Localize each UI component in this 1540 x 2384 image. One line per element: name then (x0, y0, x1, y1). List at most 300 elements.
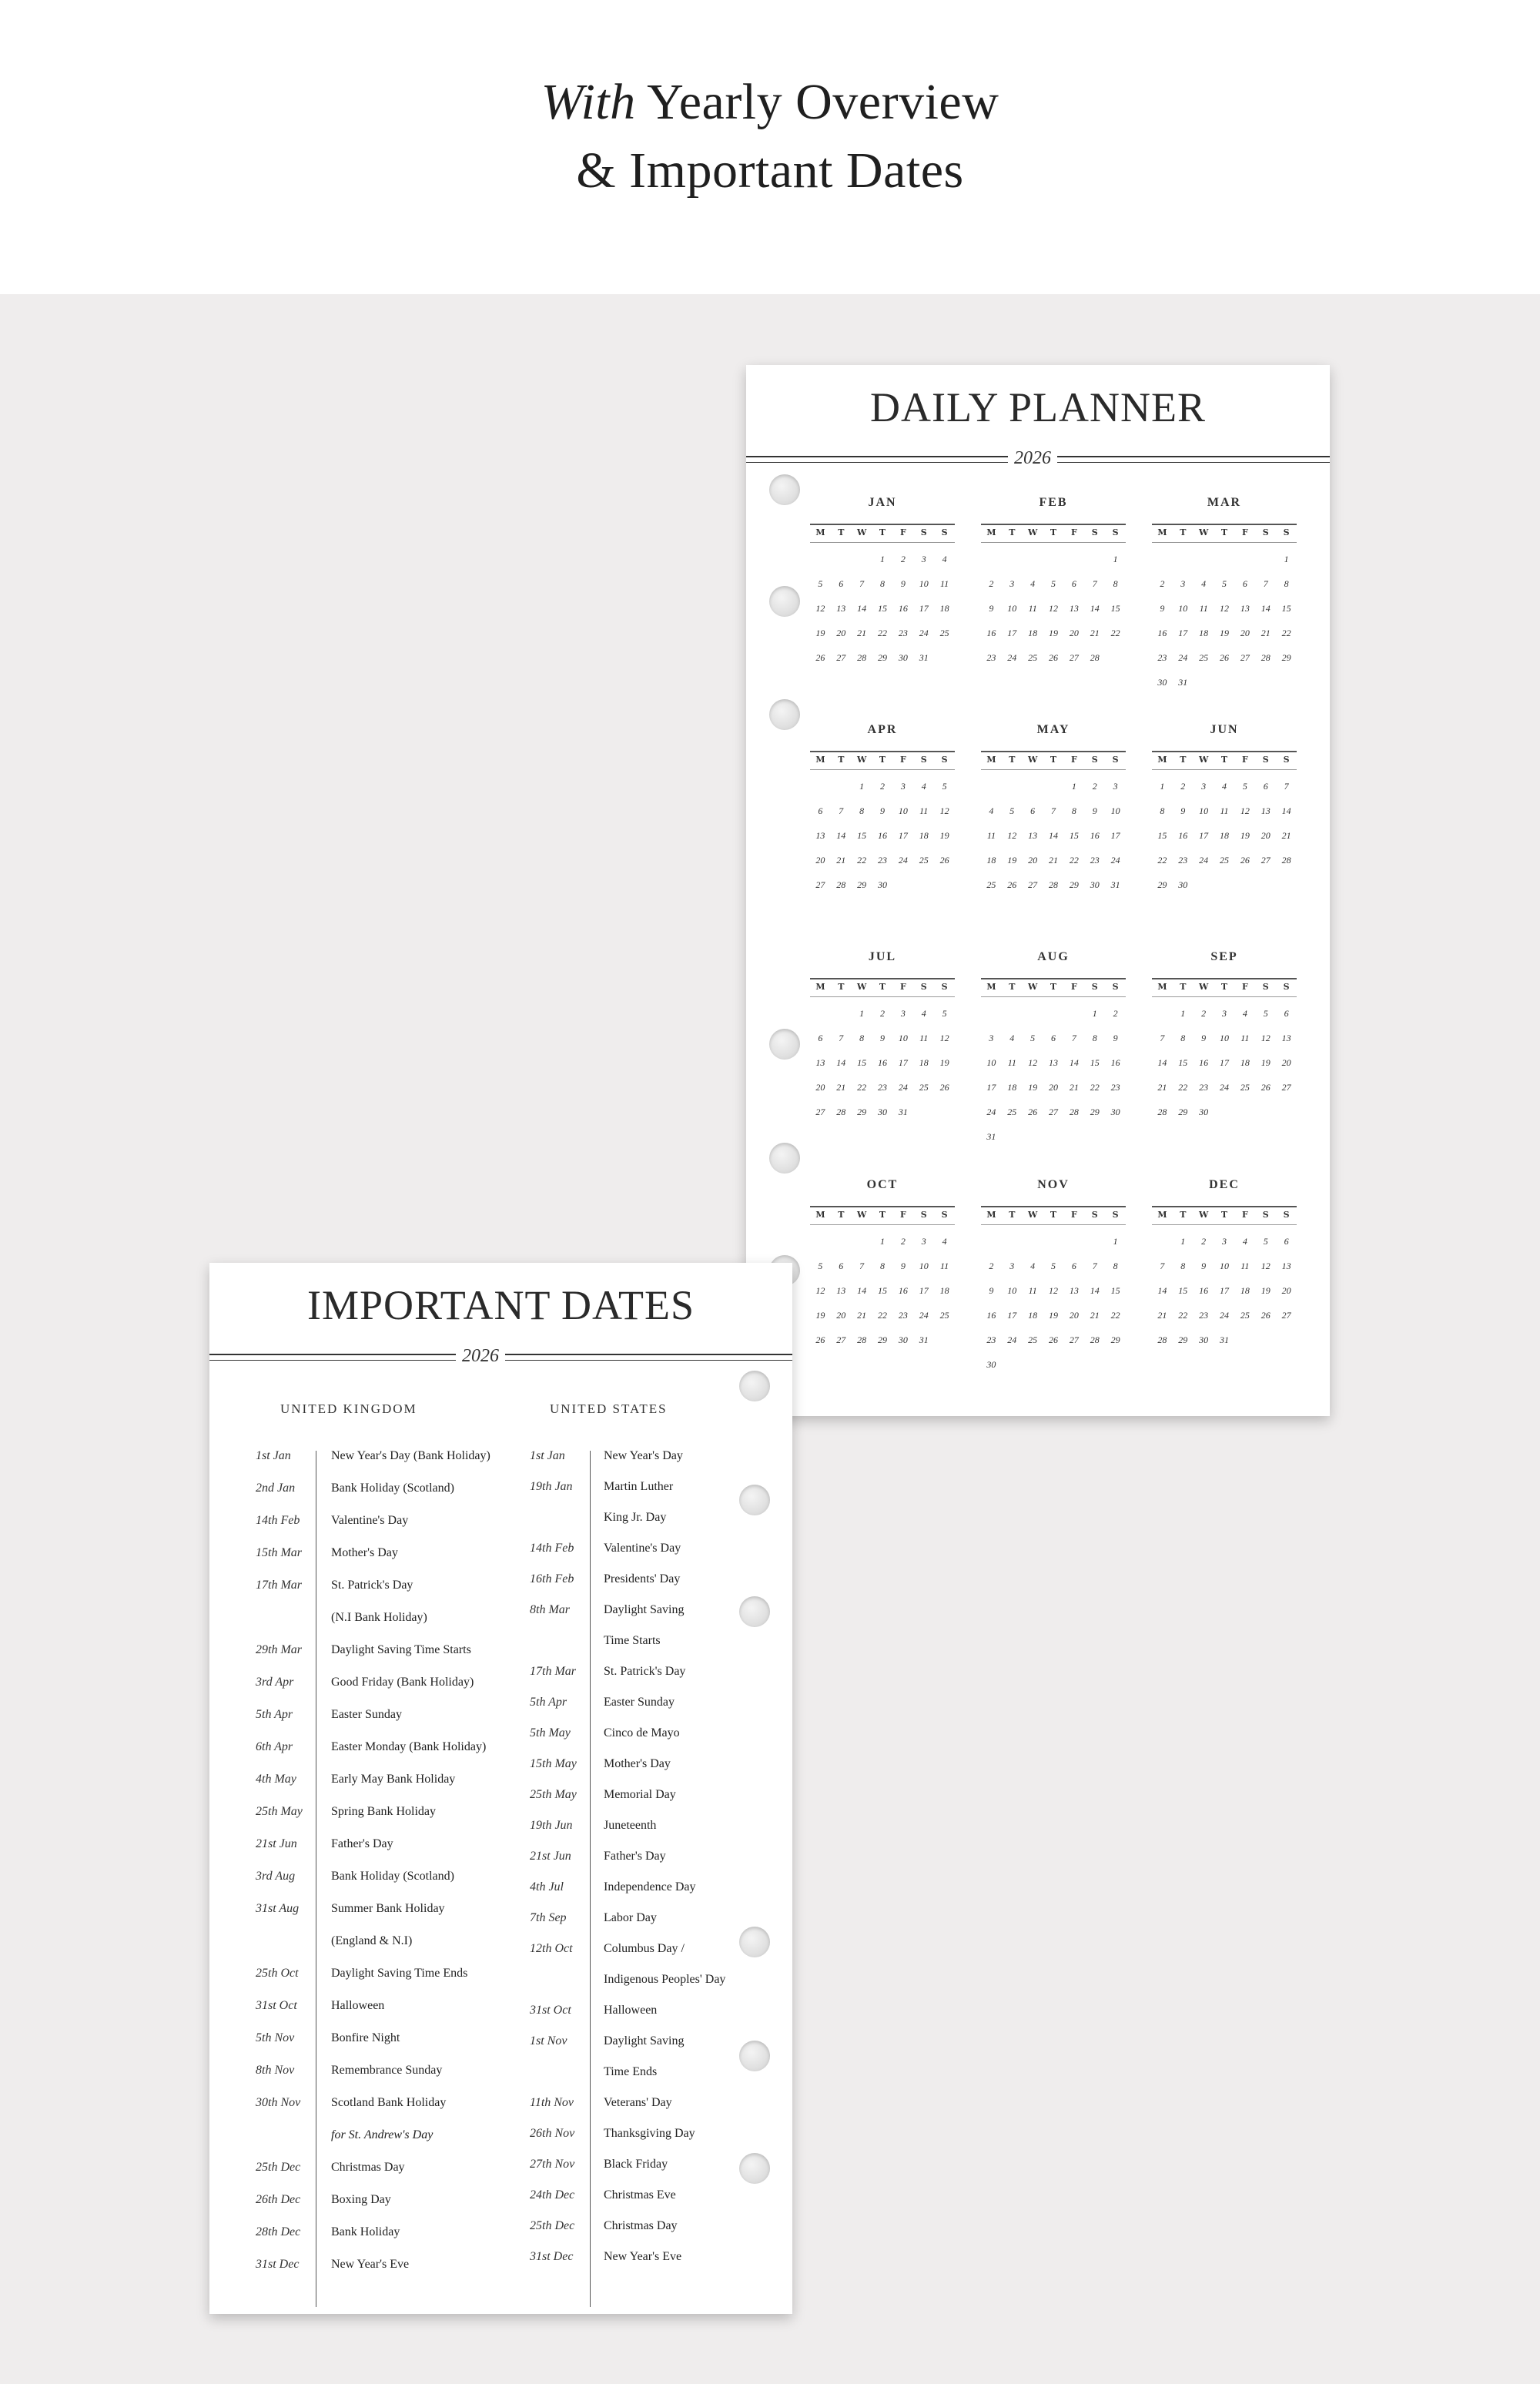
headline-line-1 (0, 73, 1540, 132)
day-number: 26 (1028, 1107, 1038, 1117)
day-number: 23 (898, 1310, 908, 1321)
date-row (530, 1819, 792, 1842)
day-number: 1 (1113, 554, 1118, 564)
day-number: 16 (986, 628, 996, 638)
day-number: 31 (898, 1107, 908, 1117)
day-number: 4 (1242, 1236, 1247, 1247)
weekday-label: F (1241, 755, 1248, 765)
day-number: 23 (986, 1334, 996, 1345)
day-number: 27 (1048, 1107, 1058, 1117)
day-number: 20 (1260, 830, 1270, 841)
day-number: 15 (1157, 830, 1167, 841)
day-number: 31 (919, 1334, 929, 1345)
row-event: Bank Holiday (Scotland) (331, 1870, 454, 1883)
day-grid (810, 1229, 955, 1352)
daily-planner-page (746, 365, 1330, 1416)
weekday-label: S (1262, 527, 1269, 537)
day-number: 27 (1069, 1334, 1079, 1345)
day-number: 26 (939, 855, 949, 866)
row-date: 4th May (256, 1773, 296, 1786)
row-date: 26th Dec (256, 2193, 301, 2206)
day-number: 24 (1199, 855, 1209, 866)
row-date: 25th Dec (530, 2219, 575, 2232)
row-date: 2nd Jan (256, 1482, 296, 1495)
weekday-label: S (1283, 527, 1290, 537)
day-number: 29 (1157, 879, 1167, 890)
empty-cell (981, 547, 1002, 571)
day-number: 17 (1110, 830, 1120, 841)
day-number: 16 (1199, 1285, 1209, 1296)
row-date: 1st Nov (530, 2034, 567, 2047)
row-date: 25th Dec (256, 2161, 301, 2174)
day-number: 26 (1260, 1310, 1270, 1321)
day-number: 13 (1281, 1261, 1291, 1271)
row-event: Bonfire Night (331, 2031, 400, 2044)
day-number: 27 (836, 652, 846, 663)
day-number: 1 (1180, 1008, 1186, 1019)
important-dates-title: IMPORTANT DATES (307, 1282, 695, 1328)
weekday-label: W (856, 527, 867, 537)
day-number: 5 (1030, 1033, 1036, 1043)
day-number: 20 (1069, 1310, 1079, 1321)
weekday-header (810, 751, 955, 770)
weekday-label: W (1027, 1210, 1038, 1220)
row-date: 4th Jul (530, 1880, 564, 1893)
row-event: Christmas Day (604, 2219, 678, 2232)
month-name: FEB (1039, 496, 1068, 509)
row-event: Daylight Saving Time Ends (331, 1967, 468, 1980)
row-event: Halloween (331, 1999, 385, 2012)
row-event: Remembrance Sunday (331, 2064, 443, 2077)
weekday-label: T (1180, 755, 1187, 765)
row-date: 30th Nov (256, 2096, 301, 2109)
day-number: 11 (940, 578, 949, 589)
weekday-label: T (1180, 527, 1187, 537)
day-number: 5 (1263, 1008, 1268, 1019)
day-number: 14 (1157, 1285, 1167, 1296)
headline-line-2: & Important Dates (576, 142, 964, 199)
day-number: 28 (1281, 855, 1291, 866)
day-number: 25 (1028, 1334, 1038, 1345)
day-number: 4 (921, 1008, 926, 1019)
row-event: (England & N.I) (331, 1934, 413, 1947)
day-number: 10 (919, 578, 929, 589)
day-number: 11 (1199, 603, 1208, 614)
weekday-header (810, 524, 955, 543)
day-number: 7 (859, 578, 865, 589)
day-number: 19 (1260, 1285, 1270, 1296)
day-number: 15 (1178, 1285, 1188, 1296)
day-number: 23 (1110, 1082, 1120, 1093)
day-number: 24 (1007, 1334, 1017, 1345)
day-number: 7 (1092, 578, 1097, 589)
date-row (530, 2219, 792, 2242)
day-number: 1 (1092, 1008, 1097, 1019)
row-event: Boxing Day (331, 2193, 391, 2206)
day-number: 22 (857, 855, 867, 866)
weekday-header (1152, 524, 1297, 543)
day-number: 13 (1260, 805, 1270, 816)
day-number: 17 (919, 603, 929, 614)
weekday-label: F (899, 982, 906, 992)
day-grid (810, 1001, 955, 1124)
day-number: 28 (1069, 1107, 1079, 1117)
day-number: 11 (1240, 1033, 1250, 1043)
weekday-header (810, 978, 955, 997)
day-number: 1 (1113, 1236, 1118, 1247)
day-number: 17 (898, 1057, 908, 1068)
day-number: 29 (1090, 1107, 1100, 1117)
day-number: 4 (1030, 1261, 1036, 1271)
day-number: 15 (1281, 603, 1291, 614)
date-row (530, 1880, 792, 1904)
day-number: 28 (1157, 1107, 1167, 1117)
day-number: 30 (1199, 1107, 1209, 1117)
day-number: 22 (1281, 628, 1291, 638)
weekday-label: S (920, 1210, 927, 1220)
row-event: Veterans' Day (604, 2096, 672, 2109)
weekday-label: T (1180, 1210, 1187, 1220)
weekday-label: W (1198, 755, 1209, 765)
day-number: 2 (1113, 1008, 1118, 1019)
day-number: 9 (900, 578, 906, 589)
empty-cell (1023, 1229, 1043, 1254)
weekday-label: M (1157, 982, 1167, 992)
header-band (0, 0, 1540, 294)
row-date: 3rd Aug (256, 1870, 296, 1883)
row-date: 27th Nov (530, 2158, 575, 2171)
day-number: 15 (1110, 1285, 1120, 1296)
day-number: 25 (1007, 1107, 1017, 1117)
day-number: 6 (1030, 805, 1036, 816)
day-grid (1152, 547, 1297, 695)
day-number: 2 (900, 1236, 906, 1247)
day-number: 5 (1263, 1236, 1268, 1247)
row-date: 11th Nov (530, 2096, 574, 2109)
day-number: 20 (815, 855, 825, 866)
day-number: 20 (1069, 628, 1079, 638)
empty-cell (1063, 1229, 1084, 1254)
weekday-label: W (1198, 1210, 1209, 1220)
row-event: Easter Monday (Bank Holiday) (331, 1740, 487, 1753)
day-number: 9 (1160, 603, 1165, 614)
day-number: 2 (1201, 1236, 1207, 1247)
row-date: 31st Aug (256, 1902, 300, 1915)
day-number: 30 (877, 879, 887, 890)
day-number: 7 (1050, 805, 1056, 816)
row-event: Father's Day (604, 1850, 666, 1863)
day-number: 28 (1260, 652, 1270, 663)
weekday-label: S (920, 755, 927, 765)
weekday-label: S (1112, 982, 1119, 992)
date-row (530, 2158, 792, 2181)
row-date: 19th Jan (530, 1480, 573, 1493)
day-number: 14 (1048, 830, 1058, 841)
day-number: 25 (919, 855, 929, 866)
day-number: 11 (1028, 603, 1037, 614)
row-date: 31st Oct (530, 2004, 571, 2017)
row-date: 15th May (530, 1757, 577, 1770)
day-number: 25 (1199, 652, 1209, 663)
weekday-label: T (879, 1210, 886, 1220)
day-number: 11 (919, 805, 929, 816)
day-number: 16 (1178, 830, 1188, 841)
day-number: 22 (1178, 1310, 1188, 1321)
day-number: 2 (1160, 578, 1165, 589)
day-number: 15 (1069, 830, 1079, 841)
weekday-label: S (1283, 982, 1290, 992)
day-number: 3 (1221, 1008, 1227, 1019)
day-number: 24 (898, 855, 908, 866)
row-date: 1st Jan (256, 1449, 291, 1462)
weekday-label: F (1241, 982, 1248, 992)
date-row (256, 2031, 517, 2054)
date-row (256, 2193, 517, 2216)
row-date: 5th Apr (256, 1708, 293, 1721)
row-event: Black Friday (604, 2158, 668, 2171)
day-number: 31 (1110, 879, 1120, 890)
day-number: 2 (1201, 1008, 1207, 1019)
day-number: 1 (1071, 781, 1076, 792)
day-number: 17 (919, 1285, 929, 1296)
empty-cell (810, 547, 831, 571)
date-row (530, 2250, 792, 2273)
day-number: 8 (879, 578, 885, 589)
important-dates-year: 2026 (456, 1346, 505, 1367)
day-number: 12 (939, 1033, 949, 1043)
day-number: 26 (815, 652, 825, 663)
day-number: 18 (1028, 628, 1038, 638)
day-number: 21 (1157, 1082, 1167, 1093)
day-number: 27 (1281, 1082, 1291, 1093)
day-number: 31 (1219, 1334, 1229, 1345)
day-number: 2 (900, 554, 906, 564)
weekday-header (981, 751, 1126, 770)
row-event: Good Friday (Bank Holiday) (331, 1676, 474, 1689)
row-event: Valentine's Day (604, 1542, 681, 1555)
empty-cell (1043, 1001, 1064, 1026)
day-number: 17 (1199, 830, 1209, 841)
day-number: 16 (986, 1310, 996, 1321)
month-name: OCT (866, 1178, 899, 1191)
weekday-label: S (941, 755, 948, 765)
day-number: 22 (1110, 628, 1120, 638)
day-number: 18 (939, 1285, 949, 1296)
day-number: 22 (877, 628, 887, 638)
date-row (256, 2161, 517, 2184)
day-number: 19 (1260, 1057, 1270, 1068)
day-number: 7 (1071, 1033, 1076, 1043)
day-number: 2 (879, 1008, 885, 1019)
day-number: 27 (815, 1107, 825, 1117)
date-row (530, 1449, 792, 1472)
month-name: JUL (868, 950, 897, 963)
row-date: 15th Mar (256, 1546, 302, 1559)
day-number: 24 (1178, 652, 1188, 663)
day-number: 12 (1260, 1033, 1270, 1043)
day-number: 1 (859, 1008, 865, 1019)
weekday-label: M (1157, 527, 1167, 537)
day-number: 25 (1219, 855, 1229, 866)
day-number: 17 (1007, 628, 1017, 638)
day-number: 15 (857, 1057, 867, 1068)
empty-cell (1214, 547, 1235, 571)
day-number: 30 (1199, 1334, 1209, 1345)
day-number: 26 (1219, 652, 1229, 663)
day-number: 3 (1201, 781, 1207, 792)
day-number: 4 (1221, 781, 1227, 792)
day-number: 28 (1157, 1334, 1167, 1345)
day-number: 18 (1240, 1285, 1250, 1296)
day-number: 19 (1219, 628, 1229, 638)
day-number: 10 (1219, 1261, 1229, 1271)
day-number: 16 (1110, 1057, 1120, 1068)
day-number: 17 (1178, 628, 1188, 638)
day-number: 24 (919, 628, 929, 638)
day-number: 11 (986, 830, 996, 841)
day-number: 19 (1007, 855, 1017, 866)
day-number: 29 (877, 1334, 887, 1345)
row-date: 19th Jun (530, 1819, 573, 1832)
empty-cell (1063, 547, 1084, 571)
day-number: 11 (1220, 805, 1229, 816)
weekday-label: T (1220, 755, 1228, 765)
day-number: 27 (1281, 1310, 1291, 1321)
row-date: 17th Mar (530, 1665, 576, 1678)
day-number: 18 (919, 830, 929, 841)
empty-cell (810, 1229, 831, 1254)
day-number: 4 (942, 1236, 947, 1247)
day-number: 20 (1048, 1082, 1058, 1093)
day-number: 30 (1178, 879, 1188, 890)
date-row (256, 2128, 517, 2151)
day-number: 11 (1007, 1057, 1016, 1068)
day-number: 21 (1281, 830, 1291, 841)
weekday-label: T (1220, 1210, 1228, 1220)
row-event: Christmas Day (331, 2161, 405, 2174)
day-number: 10 (1007, 603, 1017, 614)
day-number: 17 (1219, 1285, 1229, 1296)
row-event: New Year's Day (604, 1449, 683, 1462)
date-row (256, 1902, 517, 1925)
day-number: 16 (898, 603, 908, 614)
weekday-header (1152, 1206, 1297, 1225)
weekday-label: S (1262, 755, 1269, 765)
empty-cell (1043, 774, 1064, 799)
day-number: 22 (1178, 1082, 1188, 1093)
empty-cell (1023, 547, 1043, 571)
day-number: 16 (1090, 830, 1100, 841)
month-name: JAN (868, 496, 897, 509)
day-number: 9 (1113, 1033, 1118, 1043)
day-number: 9 (879, 805, 885, 816)
empty-cell (831, 774, 852, 799)
day-number: 12 (815, 603, 825, 614)
weekday-label: T (1220, 982, 1228, 992)
day-grid (810, 774, 955, 897)
row-event: (N.I Bank Holiday) (331, 1611, 427, 1624)
day-number: 14 (1090, 603, 1100, 614)
day-grid (1152, 774, 1297, 897)
day-number: 2 (989, 1261, 994, 1271)
day-number: 4 (1030, 578, 1036, 589)
punch-hole-icon (769, 586, 800, 617)
day-number: 12 (1048, 1285, 1058, 1296)
day-number: 21 (857, 1310, 867, 1321)
weekday-label: F (899, 755, 906, 765)
day-number: 7 (1160, 1033, 1165, 1043)
day-number: 8 (1284, 578, 1289, 589)
date-row (530, 1911, 792, 1934)
weekday-label: W (856, 982, 867, 992)
day-grid (981, 774, 1126, 897)
day-number: 1 (1160, 781, 1165, 792)
empty-cell (1002, 774, 1023, 799)
weekday-label: M (1157, 755, 1167, 765)
weekday-label: S (1091, 1210, 1098, 1220)
day-number: 27 (815, 879, 825, 890)
empty-cell (810, 774, 831, 799)
day-number: 11 (919, 1033, 929, 1043)
day-number: 3 (900, 1008, 906, 1019)
date-row (530, 1511, 792, 1534)
day-number: 22 (1090, 1082, 1100, 1093)
empty-cell (1002, 1229, 1023, 1254)
day-number: 1 (859, 781, 865, 792)
day-number: 8 (859, 1033, 865, 1043)
day-number: 6 (1284, 1008, 1289, 1019)
day-number: 26 (939, 1082, 949, 1093)
day-number: 24 (1219, 1082, 1229, 1093)
punch-hole-icon (769, 474, 800, 505)
day-number: 31 (1178, 677, 1188, 688)
day-number: 22 (877, 1310, 887, 1321)
weekday-label: T (1009, 1210, 1016, 1220)
day-number: 27 (1069, 652, 1079, 663)
weekday-label: T (1009, 755, 1016, 765)
date-row (530, 2004, 792, 2027)
day-number: 14 (1157, 1057, 1167, 1068)
day-number: 30 (877, 1107, 887, 1117)
day-number: 14 (836, 830, 846, 841)
day-number: 12 (1028, 1057, 1038, 1068)
day-number: 2 (1180, 781, 1186, 792)
weekday-label: F (1241, 527, 1248, 537)
day-number: 10 (1199, 805, 1209, 816)
empty-cell (1084, 1229, 1105, 1254)
weekday-label: T (838, 527, 845, 537)
day-number: 3 (1180, 578, 1186, 589)
row-date: 17th Mar (256, 1579, 302, 1592)
date-row (256, 1934, 517, 1957)
day-number: 13 (836, 603, 846, 614)
day-number: 20 (836, 628, 846, 638)
day-number: 13 (1069, 603, 1079, 614)
row-event: Summer Bank Holiday (331, 1902, 445, 1915)
day-number: 10 (1219, 1033, 1229, 1043)
weekday-label: S (1262, 982, 1269, 992)
day-number: 4 (1242, 1008, 1247, 1019)
empty-cell (1194, 547, 1214, 571)
headline-italic-word: With (541, 74, 636, 130)
day-number: 18 (939, 603, 949, 614)
day-number: 25 (986, 879, 996, 890)
weekday-label: S (1112, 755, 1119, 765)
weekday-label: M (986, 1210, 996, 1220)
date-row (256, 1514, 517, 1537)
row-date: 25th May (256, 1805, 303, 1818)
day-number: 1 (1284, 554, 1289, 564)
